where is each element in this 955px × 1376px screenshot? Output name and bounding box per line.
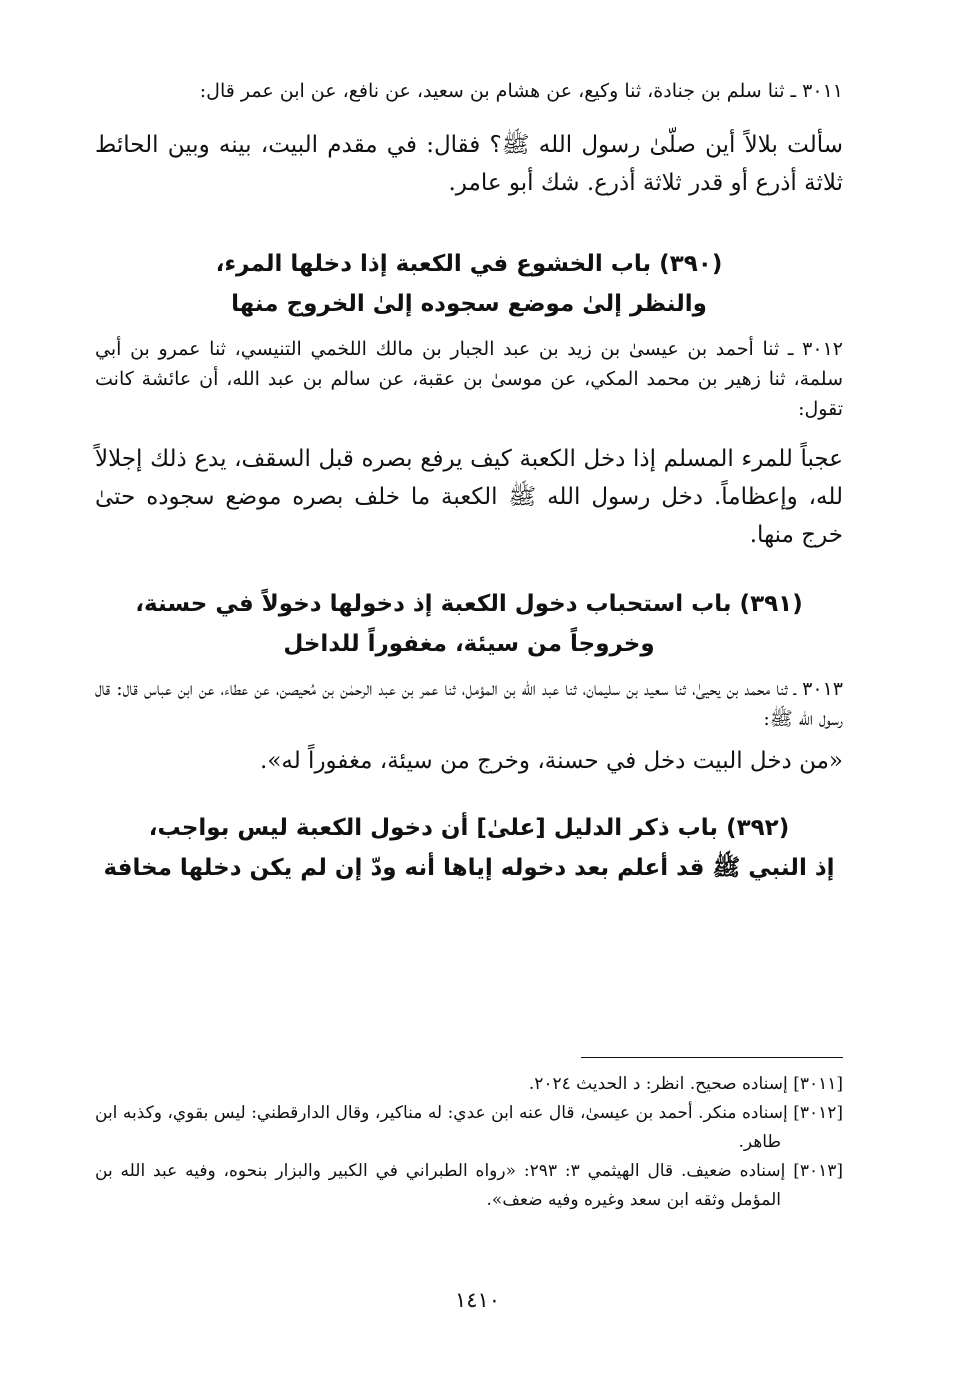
chapter-391-line-1: (٣٩١) باب استحباب دخول الكعبة إذ دخولها دخولاً في حسنة، [135,591,803,617]
chapter-391-line-2: وخروجاً من سيئة، مغفوراً للداخل [283,631,655,657]
hadith-3011-matn: سألت بلالاً أين صلّىٰ رسول الله ﷺ؟ فقال: في مقدم البيت، بينه وبين الحائط ثلاثة أذرع أو قدر ثلاثة أذرع. شك أبو عامر. [95,132,843,196]
hadith-3012-isnad: ٣٠١٢ ـ ثنا أحمد بن عيسىٰ بن زيد بن عبد الجبار بن مالك اللخمي التنيسي، ثنا عمرو بن أبي سلمة، ثنا زهير بن محمد المكي، عن موسىٰ بن عقبة، عن سالم بن عبد الله، أن عائشة كانت تقول: [95,338,843,420]
chapter-392-line-1: (٣٩٢) باب ذكر الدليل [علىٰ] أن دخول الكعبة ليس بواجب، [148,815,790,841]
hadith-3011-isnad: ٣٠١١ ـ ثنا سلم بن جنادة، ثنا وكيع، عن هشام بن سعيد، عن نافع، عن ابن عمر قال: [199,80,843,102]
chapter-heading-390 [95,244,843,324]
page-number: ١٤١٠ [454,1288,501,1312]
chapter-heading-391 [95,584,843,664]
hadith-3013-matn: «من دخل البيت دخل في حسنة، وخرج من سيئة، مغفوراً له». [260,748,843,774]
footnote-ref: [٣٠١١] [793,1074,843,1094]
footnote-ref: [٣٠١٣] [793,1161,843,1181]
chapter-heading-392 [95,808,843,888]
footnote-separator [581,1057,843,1058]
footnote-text: إسناده صحيح. انظر: د الحديث ٢٠٢٤. [528,1074,788,1094]
footnote-3012 [95,1099,843,1157]
hadith-3013-isnad: ٣٠١٣ ـ ثنا محمد بن يحيىٰ، ثنا سعيد بن سليمان، ثنا عبد الله بن المؤمل، ثنا عمر بن عبد الرحمٰن بن مُحيصن، عن عطاء، عن ابن عباس قال: قال رسول الله ﷺ: [95,678,843,730]
chapter-392-line-2: إذ النبي ﷺ قد أعلم بعد دخوله إياها أنه ودّ إن لم يكن دخلها مخافة [103,855,835,881]
footnote-ref: [٣٠١٢] [793,1103,844,1123]
footnotes [95,1070,843,1215]
hadith-3012-matn: عجباً للمرء المسلم إذا دخل الكعبة كيف يرفع بصره قبل السقف، يدع ذلك إجلالاً لله، وإعظاماً. دخل رسول الله ﷺ الكعبة ما خلف بصره موضع سجوده حتىٰ خرج منها. [95,446,843,548]
footnote-text: إسناده ضعيف. قال الهيثمي ٣: ٢٩٣: «رواه الطبراني في الكبير والبزار بنحوه، وفيه عبد الله بن المؤمل وثقه ابن سعد وغيره وفيه ضعف». [95,1161,786,1210]
footnote-text: إسناده منكر. أحمد بن عيسىٰ، قال عنه ابن عدي: له مناكير، وقال الدارقطني: ليس بقوي، وكذبه ابن طاهر. [95,1103,788,1152]
footnote-3013 [95,1157,843,1215]
chapter-390-line-2: والنظر إلىٰ موضع سجوده إلىٰ الخروج منها [231,291,707,317]
footnote-3011 [95,1070,843,1099]
chapter-390-line-1: (٣٩٠) باب الخشوع في الكعبة إذا دخلها المرء، [215,251,723,277]
